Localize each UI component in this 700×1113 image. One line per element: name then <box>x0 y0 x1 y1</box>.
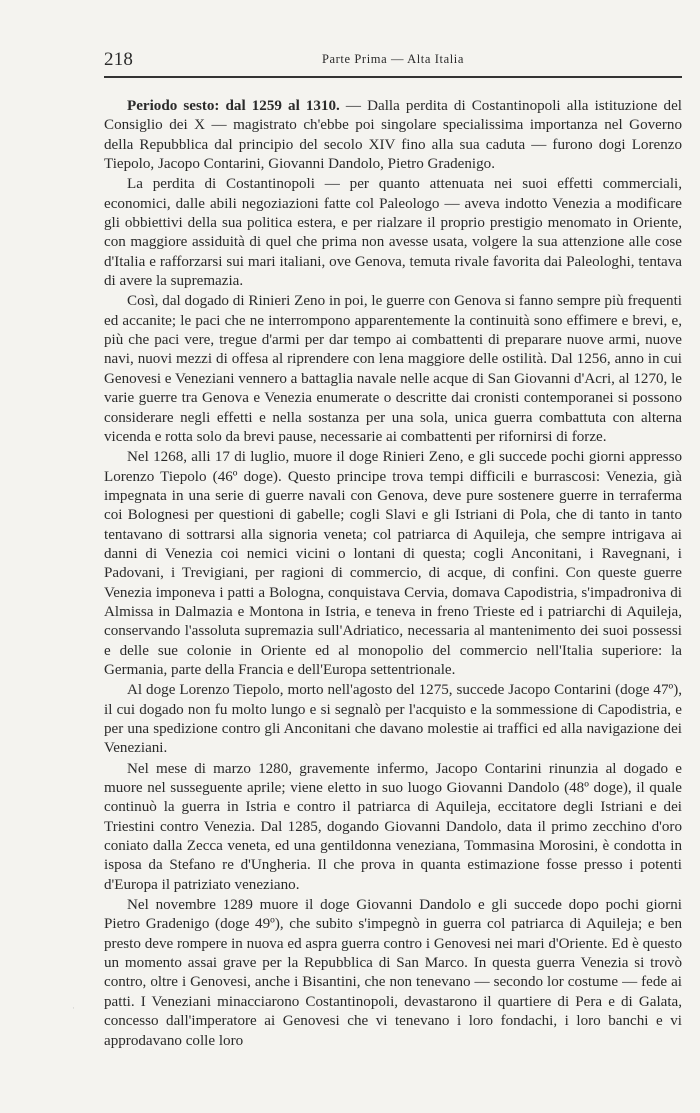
section-lead: Periodo sesto: dal 1259 al 1310. <box>127 98 340 114</box>
header-rule <box>104 76 682 78</box>
paragraph: Nel 1268, alli 17 di luglio, muore il doge Rinieri Zeno, e gli succede pochi giorni appresso Lorenzo Tiepolo (46º doge). Questo principe trova tempi difficili e burrascosi: Venezia, già impegnata in una serie di guerre navali con Genova, deve pure sostenere guerre in terraferma coi Bolognesi per questioni di gabelle; cogli Slavi e gli Istriani di Pola, che di tanto in tanto tentavano di sottrarsi alla signoria veneta; col patriarca di Aquileja, che sempre intrigava ai danni di Venezia coi nemici vicini o lontani di questa; cogli Anconitani, i Ravegnani, i Padovani, i Trevigiani, per ragioni di commercio, di acque, di confini. Con queste guerre Venezia imponeva i patti a Bologna, conquistava Cervia, domava Capodistria, s'impadroniva di Almissa in Dalmazia e Montona in Istria, e teneva in freno Trieste ed i patriarchi di Aquileja, conservando l'assoluta supremazia sull'Adriatico, necessaria al mantenimento dei suoi possessi e delle sue colonie in Oriente ed al monopolio del commercio nell'Italia superiore: la Germania, parte della Francia e dell'Europa settentrionale. <box>104 449 682 678</box>
page-number: 218 <box>104 49 134 70</box>
scan-artifact-mark: · <box>72 1003 75 1013</box>
body-text <box>104 97 682 1052</box>
paragraph-period-intro <box>104 97 682 174</box>
paragraph: Così, dal dogado di Rinieri Zeno in poi, le guerre con Genova si fanno sempre più frequenti ed accanite; le paci che ne interrompono apparentemente la continuità sono effimere e brevi, e, più che paci vere, tregue d'armi per dar tempo ai combattenti di preparare nuove armi, nuove navi, nuovi mezzi di offesa al riprendere con lena maggiore delle ostilità. Dal 1256, anno in cui Genovesi e Veneziani vennero a battaglia navale nelle acque di San Giovanni d'Acri, al 1270, le varie guerre tra Genova e Venezia enumerate o descritte dai cronisti contemporanei si possono considerare negli effetti e nella sostanza per una sola, unica guerra combattuta con alterna vicenda e rotta solo da brevi pause, necessarie ai combattenti per rifornirsi di forze. <box>104 293 682 445</box>
paragraph: La perdita di Costantinopoli — per quanto attenuata nei suoi effetti commerciali, economici, dalle abili negoziazioni fatte col Paleologo — aveva indotto Venezia a modificare gli obbiettivi della sua politica estera, e per rialzare il proprio prestigio menomato in Oriente, con maggiore assiduità di quel che prima non avesse usata, volgere la sua attenzione alle cose d'Italia e rafforzarsi sui mari italiani, ove Genova, temuta rivale favorita dai Paleologhi, tentava di avere la supremazia. <box>104 176 682 290</box>
paragraph: Nel mese di marzo 1280, gravemente infermo, Jacopo Contarini rinunzia al dogado e muore nel susseguente aprile; viene eletto in suo luogo Giovanni Dandolo (48º doge), il quale continuò la guerra in Istria e contro il patriarca di Aquileja, eccitatore degli Istriani e dei Triestini contro Venezia. Dal 1285, dogando Giovanni Dandolo, data il primo zecchino d'oro coniato dalla Zecca veneta, ed una gentildonna veneziana, Tommasina Morosini, è condotta in isposa da Stefano re d'Ungheria. Il che prova in quanta estimazione fosse presso i potenti d'Europa il patriziato veneziano. <box>104 760 682 893</box>
paragraph-text: — Dalla perdita di Costantinopoli alla istituzione del Consiglio dei X — magistrato ch'ebbe poi singolare specialissima importanza nel Governo della Repubblica dal principio del secolo XIV fino alla sua caduta — furono dogi Lorenzo Tiepolo, Jacopo Contarini, Giovanni Dandolo, Pietro Gradenigo. <box>104 98 683 173</box>
page-header <box>104 44 682 74</box>
running-head: Parte Prima — Alta Italia <box>321 52 465 66</box>
paragraph: Nel novembre 1289 muore il doge Giovanni Dandolo e gli succede dopo pochi giorni Pietro Gradenigo (doge 49º), che subito s'impegnò in guerra col patriarca di Aquileja; e ben presto deve rompere in nuova ed aspra guerra contro i Genovesi nei mari d'Oriente. Ed è questo un momento assai grave per la Repubblica di San Marco. In questa guerra Venezia si trovò contro, oltre i Genovesi, anche i Bisantini, che non tenevano — secondo lor costume — fede ai patti. I Veneziani minacciarono Costantinopoli, devastarono il quartiere di Pera e di Galata, concesso dall'imperatore ai Genovesi che vi tenevano i loro fondachi, i loro banchi e vi approdavano colle loro <box>104 897 682 1049</box>
paragraph: Al doge Lorenzo Tiepolo, morto nell'agosto del 1275, succede Jacopo Contarini (doge 47º), il cui dogado non fu molto lungo e si segnalò per l'acquisto e la sommessione di Capodistria, e per una spedizione contro gli Anconitani che davano molestie ai traffici ed alla navigazione dei Veneziani. <box>104 682 682 757</box>
